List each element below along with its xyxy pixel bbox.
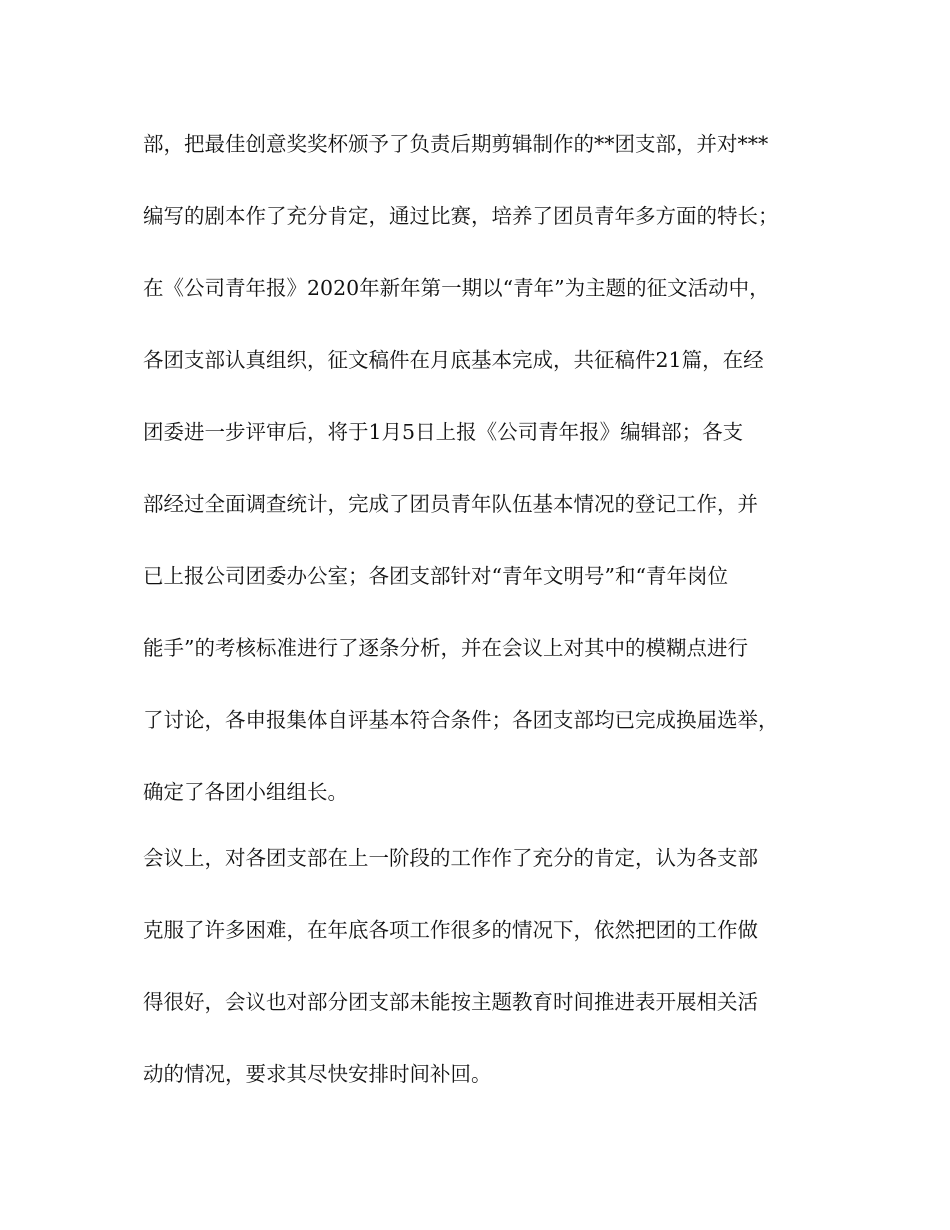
paragraph-line: 克服了许多困难，在年底各项工作很多的情况下，依然把团的工作做 <box>143 918 758 942</box>
paragraph-line: 能手”的考核标准进行了逐条分析，并在会议上对其中的模糊点进行 <box>143 636 748 660</box>
paragraph-line: 会议上，对各团支部在上一阶段的工作作了充分的肯定，认为各支部 <box>143 846 758 870</box>
paragraph-line: 了讨论，各申报集体自评基本符合条件；各团支部均已完成换届选举， <box>143 708 779 732</box>
paragraph-line: 已上报公司团委办公室；各团支部针对“青年文明号”和“青年岗位 <box>143 564 728 588</box>
paragraph-line: 得很好，会议也对部分团支部未能按主题教育时间推进表开展相关活 <box>143 990 758 1014</box>
paragraph-line: 在《公司青年报》2020年新年第一期以“青年”为主题的征文活动中， <box>143 276 770 300</box>
paragraph-line: 各团支部认真组织，征文稿件在月底基本完成，共征稿件21篇，在经 <box>143 348 764 372</box>
paragraph-line: 团委进一步评审后，将于1月5日上报《公司青年报》编辑部；各支 <box>143 420 744 444</box>
paragraph-line: 确定了各团小组组长。 <box>143 780 348 804</box>
paragraph-line: 动的情况，要求其尽快安排时间补回。 <box>143 1062 492 1086</box>
paragraph-line: 部，把最佳创意奖奖杯颁予了负责后期剪辑制作的**团支部，并对*** <box>143 132 769 156</box>
paragraph-line: 编写的剧本作了充分肯定，通过比赛，培养了团员青年多方面的特长； <box>143 204 779 228</box>
paragraph-line: 部经过全面调查统计，完成了团员青年队伍基本情况的登记工作，并 <box>143 492 758 516</box>
